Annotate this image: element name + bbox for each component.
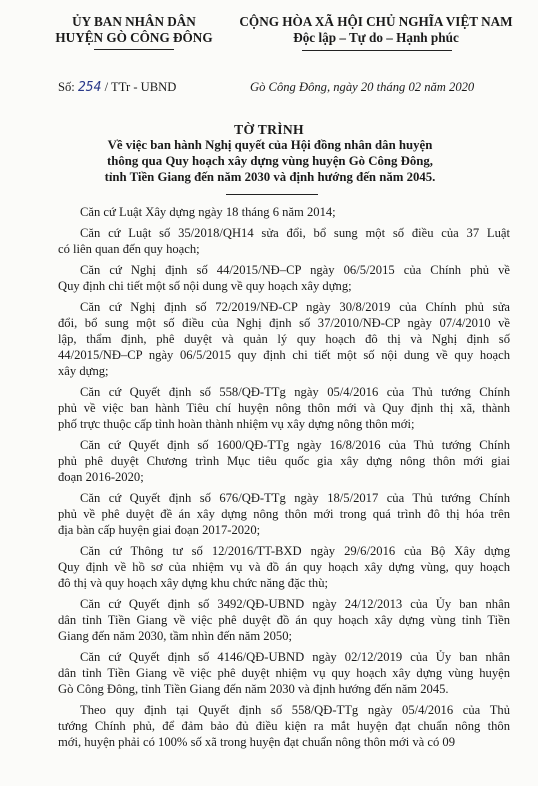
body-paragraph bbox=[58, 384, 510, 432]
issuer-underline bbox=[94, 49, 174, 50]
body-paragraph bbox=[58, 437, 510, 485]
national-title: CỘNG HÒA XÃ HỘI CHỦ NGHĨA VIỆT NAM bbox=[239, 14, 513, 29]
date-line: Gò Công Đông, ngày 20 tháng 02 năm 2020 bbox=[250, 80, 475, 94]
paragraph-line: Căn cứ Luật Xây dựng ngày 18 tháng 6 năm 2014; bbox=[80, 205, 336, 219]
issuer-line-1: ỦY BAN NHÂN DÂN bbox=[72, 14, 196, 29]
doc-number-suffix: / TTr - UBND bbox=[104, 80, 177, 94]
body-paragraph bbox=[58, 596, 510, 644]
paragraph-line: đoạn 2016-2020; bbox=[58, 470, 144, 484]
body-paragraph bbox=[58, 262, 510, 294]
paragraph-line: có liên quan đến quy hoạch; bbox=[58, 242, 200, 256]
paragraph-line: Gò Công Đông, tỉnh Tiền Giang đến năm 2030 và định hướng đến năm 2045. bbox=[58, 682, 449, 696]
paragraph-line: đô thị và quy hoạch xây dựng khu chức năng đặc thù; bbox=[58, 576, 329, 590]
paragraph-line: Quy định chi tiết một số nội dung về quy hoạch xây dựng; bbox=[58, 279, 352, 293]
doc-number-prefix: Số: bbox=[58, 80, 75, 94]
issuer-header bbox=[44, 14, 224, 46]
document-title: TỜ TRÌNH bbox=[234, 122, 304, 137]
paragraph-line: dân tỉnh Tiền Giang về việc phê duyệt nhiệm vụ quy hoạch xây dựng vùng huyện bbox=[58, 666, 510, 680]
paragraph-line: Căn cứ Quyết định số 676/QĐ-TTg ngày 18/5/2017 của Thủ tướng Chính bbox=[80, 491, 510, 505]
paragraph-line: Căn cứ Quyết định số 3492/QĐ-UBND ngày 24/12/2013 của Ủy ban nhân bbox=[80, 597, 510, 611]
document-body bbox=[58, 204, 510, 755]
paragraph-line: xây dựng; bbox=[58, 364, 109, 378]
body-paragraph bbox=[58, 649, 510, 697]
body-paragraph bbox=[58, 702, 510, 750]
paragraph-line: Quy định về hồ sơ của nhiệm vụ và đồ án quy hoạch xây dựng vùng, quy hoạch bbox=[58, 560, 510, 574]
body-paragraph bbox=[58, 299, 510, 379]
paragraph-line: tướng Chính phủ, để đảm bảo đủ điều kiện ra mắt huyện đạt chuẩn nông thôn bbox=[58, 719, 510, 733]
body-paragraph bbox=[58, 204, 510, 220]
body-paragraph bbox=[58, 543, 510, 591]
motto-underline bbox=[302, 50, 452, 51]
paragraph-line: lập, thẩm định, phê duyệt và quản lý quy hoạch đô thị và Nghị định số bbox=[58, 332, 510, 346]
national-motto: Độc lập – Tự do – Hạnh phúc bbox=[293, 30, 459, 45]
paragraph-line: Căn cứ Nghị định số 44/2015/NĐ–CP ngày 06/5/2015 của Chính phủ về bbox=[80, 263, 510, 277]
paragraph-line: đổi, bổ sung một số điều của Nghị định số 37/2010/NĐ-CP ngày 07/4/2010 về bbox=[58, 316, 510, 330]
document-number bbox=[58, 80, 176, 95]
paragraph-line: phủ về phê duyệt đề án xây dựng nông thôn mới trong quá trình đô thị hóa trên bbox=[58, 507, 510, 521]
paragraph-line: phủ về việc ban hành Tiêu chí huyện nông thôn mới và Quy định thị xã, thành bbox=[58, 401, 510, 415]
paragraph-line: Giang đến năm 2030, tầm nhìn đến năm 2050; bbox=[58, 629, 292, 643]
issuer-line-2: HUYỆN GÒ CÔNG ĐÔNG bbox=[55, 30, 213, 45]
paragraph-line: Theo quy định tại Quyết định số 558/QĐ-TTg ngày 05/4/2016 của Thủ bbox=[80, 703, 510, 717]
paragraph-line: Căn cứ Thông tư số 12/2016/TT-BXD ngày 29/6/2016 của Bộ Xây dựng bbox=[80, 544, 510, 558]
national-header bbox=[226, 14, 526, 46]
paragraph-line: Căn cứ Luật số 35/2018/QH14 sửa đổi, bổ sung một số điều của 37 Luật bbox=[80, 226, 510, 240]
document-subject bbox=[60, 137, 480, 185]
paragraph-line: Căn cứ Nghị định số 72/2019/NĐ-CP ngày 30/8/2019 của Chính phủ sửa bbox=[80, 300, 510, 314]
paragraph-line: địa bàn cấp huyện giai đoạn 2017-2020; bbox=[58, 523, 261, 537]
body-paragraph bbox=[58, 490, 510, 538]
paragraph-line: mới, huyện phải có 100% số xã trong huyện đạt chuẩn nông thôn mới và có 09 bbox=[58, 735, 456, 749]
subject-underline bbox=[226, 194, 318, 195]
paragraph-line: Căn cứ Quyết định số 1600/QĐ-TTg ngày 16/8/2016 của Thủ tướng Chính bbox=[80, 438, 510, 452]
paragraph-line: dân tỉnh Tiền Giang về việc phê duyệt đồ án quy hoạch xây dựng vùng tỉnh Tiền bbox=[58, 613, 510, 627]
paragraph-line: phố trực thuộc cấp tỉnh hoàn thành nhiệm vụ xây dựng nông thôn mới; bbox=[58, 417, 415, 431]
body-paragraph bbox=[58, 225, 510, 257]
subject-line: Về việc ban hành Nghị quyết của Hội đồng nhân dân huyện bbox=[107, 138, 433, 152]
subject-line: thông qua Quy hoạch xây dựng vùng huyện Gò Công Đông, bbox=[107, 154, 433, 168]
paragraph-line: Căn cứ Quyết định số 558/QĐ-TTg ngày 05/4/2016 của Thủ tướng Chính bbox=[80, 385, 510, 399]
paragraph-line: phủ phê duyệt Chương trình Mục tiêu quốc gia xây dựng nông thôn mới giai bbox=[58, 454, 510, 468]
paragraph-line: 44/2015/NĐ–CP ngày 06/5/2015 quy định chi tiết một số nội dung về quy hoạch bbox=[58, 348, 510, 362]
doc-number-handwritten: 254 bbox=[77, 80, 102, 95]
subject-line: tỉnh Tiền Giang đến năm 2030 và định hướng đến năm 2045. bbox=[104, 170, 436, 184]
paragraph-line: Căn cứ Quyết định số 4146/QĐ-UBND ngày 02/12/2019 của Ủy ban nhân bbox=[80, 650, 510, 664]
